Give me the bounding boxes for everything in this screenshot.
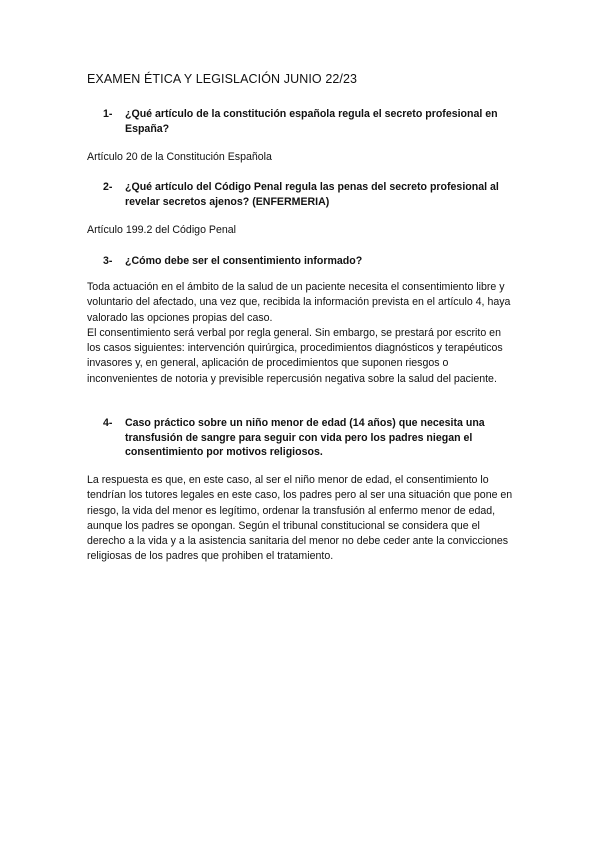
- question-number: 4-: [103, 417, 113, 429]
- answer-paragraph: Artículo 20 de la Constitución Española: [87, 151, 272, 163]
- question-4: [103, 416, 503, 460]
- answer-2: [87, 223, 517, 238]
- question-text: Caso práctico sobre un niño menor de edad (14 años) que necesita una transfusión de sangre para seguir con vida pero los padres niegan el consentimiento por motivos religiosos.: [125, 417, 485, 458]
- document-title: EXAMEN ÉTICA Y LEGISLACIÓN JUNIO 22/23: [87, 72, 358, 86]
- question-number: 3-: [103, 255, 113, 267]
- question-1: [103, 107, 503, 136]
- answer-paragraph: Artículo 199.2 del Código Penal: [87, 224, 237, 236]
- answer-paragraph: La respuesta es que, en este caso, al ser el niño menor de edad, el consentimiento lo tendrían los tutores legales en este caso, los padres pero al ser una situación que pone en riesgo, la vida del menor es legítimo, ordenar la transfusión al enfermo menor de edad, aunque los padres se opongan. Según el tribunal constitucional se considera que el derecho a la vida y a la asistencia sanitaria del menor no debe ceder ante la convicciones religiosas de los padres que prohiben el tratamiento.: [87, 474, 513, 563]
- answer-paragraph: El consentimiento será verbal por regla general. Sin embargo, se prestará por escrito en los casos siguientes: intervención quirúrgica, procedimientos diagnósticos y terapéuticos invasores y, en general, aplicación de procedimientos que suponen riesgos o inconvenientes de notoria y previsible repercusión negativa sobre la salud del paciente.: [87, 326, 503, 385]
- question-text: ¿Qué artículo del Código Penal regula las penas del secreto profesional al revelar secretos ajenos? (ENFERMERIA): [125, 181, 499, 208]
- answer-paragraph: Toda actuación en el ámbito de la salud de un paciente necesita el consentimiento libre y voluntario del afectado, una vez que, recibida la información prevista en el artículo 4, haya valorado las opciones propias del caso.: [87, 281, 511, 324]
- answer-4: [87, 473, 517, 565]
- question-2: [103, 180, 503, 209]
- question-number: 1-: [103, 108, 113, 120]
- answer-3: [87, 280, 517, 387]
- question-3: [103, 254, 503, 269]
- question-text: ¿Qué artículo de la constitución española regula el secreto profesional en España?: [125, 108, 498, 135]
- question-number: 2-: [103, 181, 113, 193]
- question-text: ¿Cómo debe ser el consentimiento informado?: [125, 255, 363, 267]
- answer-1: [87, 150, 517, 165]
